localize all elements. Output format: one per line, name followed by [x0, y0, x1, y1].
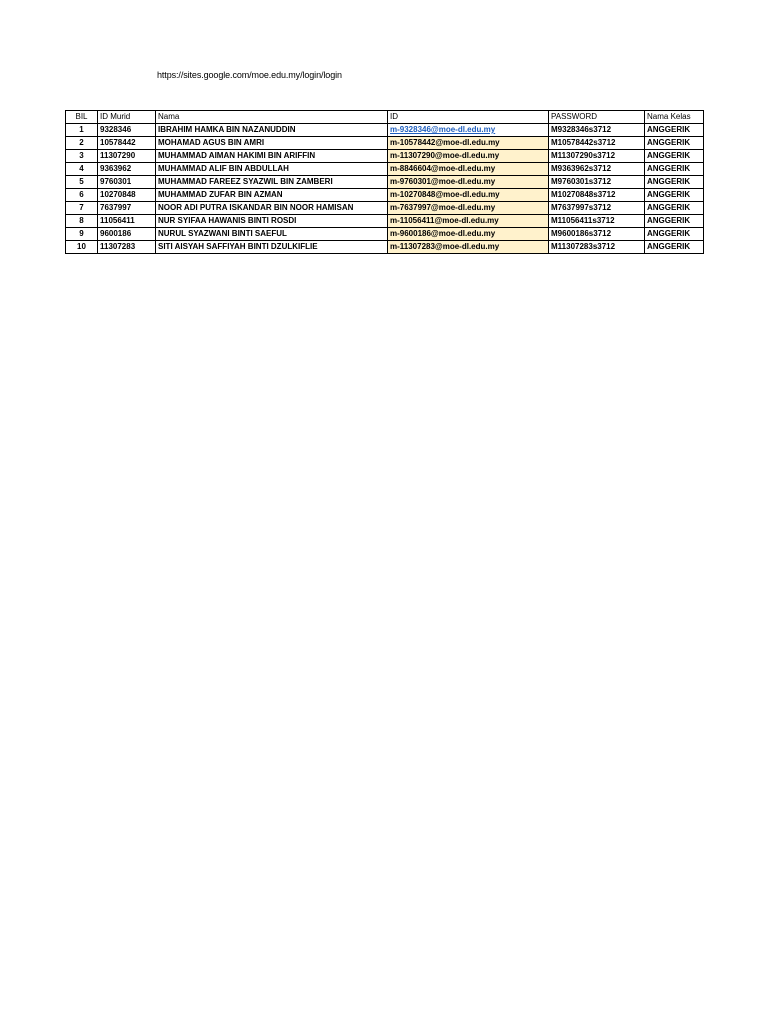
cell-bil: 5 — [66, 176, 98, 189]
cell-bil: 7 — [66, 202, 98, 215]
cell-id: m-9760301@moe-dl.edu.my — [388, 176, 549, 189]
cell-nama: MUHAMMAD ALIF BIN ABDULLAH — [156, 163, 388, 176]
cell-password: M9328346s3712 — [549, 124, 645, 137]
cell-id-murid: 9363962 — [98, 163, 156, 176]
table-row — [66, 137, 704, 150]
cell-id: m-9600186@moe-dl.edu.my — [388, 228, 549, 241]
cell-nama: IBRAHIM HAMKA BIN NAZANUDDIN — [156, 124, 388, 137]
cell-id: m-11307290@moe-dl.edu.my — [388, 150, 549, 163]
cell-nama-kelas: ANGGERIK — [645, 241, 704, 254]
cell-id — [388, 124, 549, 137]
table-row — [66, 215, 704, 228]
cell-password: M9600186s3712 — [549, 228, 645, 241]
email-link[interactable]: m-9328346@moe-dl.edu.my — [390, 125, 496, 134]
cell-id: m-8846604@moe-dl.edu.my — [388, 163, 549, 176]
header-bil: BIL — [66, 111, 98, 124]
login-url-text: https://sites.google.com/moe.edu.my/login/login — [157, 70, 342, 80]
cell-nama-kelas: ANGGERIK — [645, 163, 704, 176]
table-row — [66, 150, 704, 163]
cell-nama-kelas: ANGGERIK — [645, 150, 704, 163]
cell-id-murid: 11307283 — [98, 241, 156, 254]
cell-id-murid: 7637997 — [98, 202, 156, 215]
table-row — [66, 163, 704, 176]
cell-bil: 1 — [66, 124, 98, 137]
cell-password: M9760301s3712 — [549, 176, 645, 189]
table-row — [66, 241, 704, 254]
cell-password: M9363962s3712 — [549, 163, 645, 176]
cell-id-murid: 11056411 — [98, 215, 156, 228]
cell-id-murid: 11307290 — [98, 150, 156, 163]
cell-id-murid: 10578442 — [98, 137, 156, 150]
header-id-murid: ID Murid — [98, 111, 156, 124]
header-password: PASSWORD — [549, 111, 645, 124]
table-row — [66, 176, 704, 189]
cell-nama: MUHAMMAD FAREEZ SYAZWIL BIN ZAMBERI — [156, 176, 388, 189]
cell-id-murid: 9328346 — [98, 124, 156, 137]
cell-password: M10270848s3712 — [549, 189, 645, 202]
cell-nama-kelas: ANGGERIK — [645, 189, 704, 202]
cell-bil: 8 — [66, 215, 98, 228]
cell-nama-kelas: ANGGERIK — [645, 215, 704, 228]
cell-id-murid: 9600186 — [98, 228, 156, 241]
cell-password: M11307283s3712 — [549, 241, 645, 254]
cell-nama-kelas: ANGGERIK — [645, 176, 704, 189]
table-row — [66, 228, 704, 241]
cell-id: m-11056411@moe-dl.edu.my — [388, 215, 549, 228]
cell-nama-kelas: ANGGERIK — [645, 202, 704, 215]
cell-nama: MUHAMMAD AIMAN HAKIMI BIN ARIFFIN — [156, 150, 388, 163]
table-body — [66, 124, 704, 254]
cell-password: M11307290s3712 — [549, 150, 645, 163]
cell-id: m-7637997@moe-dl.edu.my — [388, 202, 549, 215]
cell-bil: 3 — [66, 150, 98, 163]
cell-bil: 10 — [66, 241, 98, 254]
cell-bil: 2 — [66, 137, 98, 150]
cell-id-murid: 10270848 — [98, 189, 156, 202]
cell-nama: MOHAMAD AGUS BIN AMRI — [156, 137, 388, 150]
header-nama-kelas: Nama Kelas — [645, 111, 704, 124]
cell-id: m-11307283@moe-dl.edu.my — [388, 241, 549, 254]
cell-password: M10578442s3712 — [549, 137, 645, 150]
header-id: ID — [388, 111, 549, 124]
cell-nama-kelas: ANGGERIK — [645, 137, 704, 150]
cell-nama: MUHAMMAD ZUFAR BIN AZMAN — [156, 189, 388, 202]
table-row — [66, 202, 704, 215]
cell-password: M11056411s3712 — [549, 215, 645, 228]
cell-nama: NURUL SYAZWANI BINTI SAEFUL — [156, 228, 388, 241]
cell-id-murid: 9760301 — [98, 176, 156, 189]
table-row — [66, 189, 704, 202]
cell-nama: SITI AISYAH SAFFIYAH BINTI DZULKIFLIE — [156, 241, 388, 254]
cell-bil: 4 — [66, 163, 98, 176]
cell-id: m-10578442@moe-dl.edu.my — [388, 137, 549, 150]
cell-nama-kelas: ANGGERIK — [645, 124, 704, 137]
cell-nama: NUR SYIFAA HAWANIS BINTI ROSDI — [156, 215, 388, 228]
cell-nama-kelas: ANGGERIK — [645, 228, 704, 241]
cell-id: m-10270848@moe-dl.edu.my — [388, 189, 549, 202]
cell-password: M7637997s3712 — [549, 202, 645, 215]
cell-bil: 9 — [66, 228, 98, 241]
header-nama: Nama — [156, 111, 388, 124]
cell-nama: NOOR ADI PUTRA ISKANDAR BIN NOOR HAMISAN — [156, 202, 388, 215]
table-row — [66, 124, 704, 137]
table-header-row — [66, 111, 704, 124]
cell-bil: 6 — [66, 189, 98, 202]
student-login-table — [65, 110, 704, 254]
